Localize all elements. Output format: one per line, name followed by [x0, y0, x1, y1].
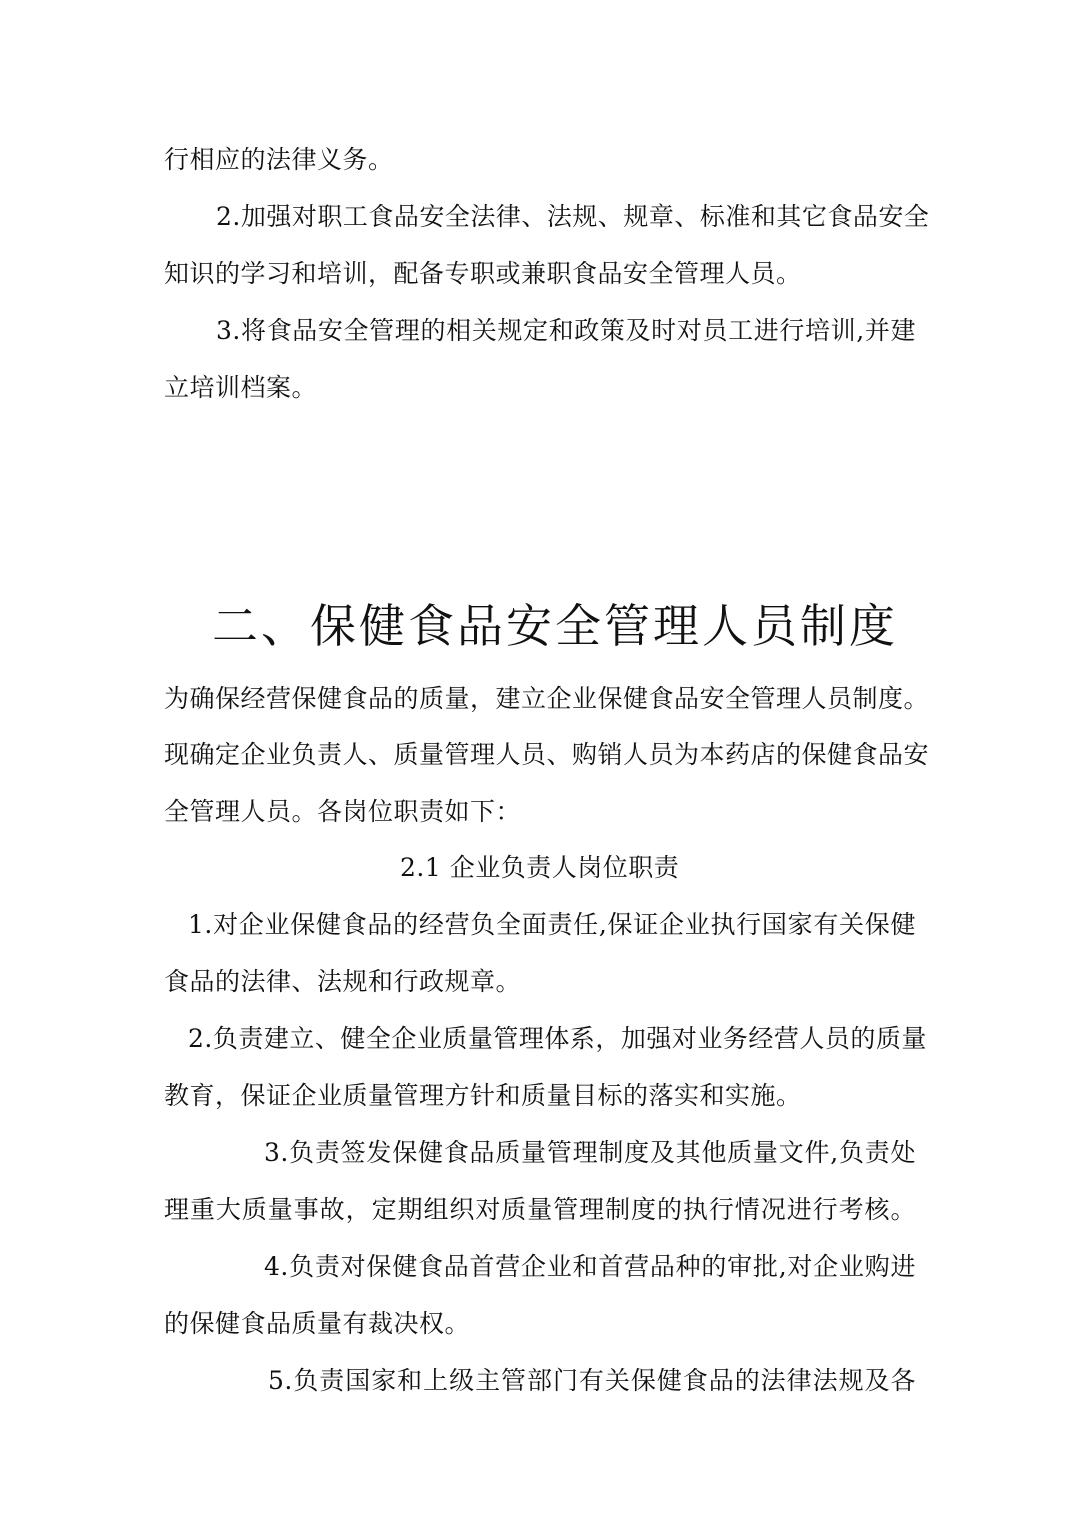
paragraph-line: 的保健食品质量有裁决权。 [164, 1309, 471, 1338]
paragraph-line: 1.对企业保健食品的经营负全面责任,保证企业执行国家有关保健 [188, 910, 916, 939]
section-heading: 二、保健食品安全管理人员制度 [212, 599, 898, 653]
paragraph-line: 5.负责国家和上级主管部门有关保健食品的法律法规及各 [268, 1366, 916, 1395]
paragraph-line: 4.负责对保健食品首营企业和首营品种的审批,对企业购进 [264, 1252, 916, 1281]
paragraph-line: 知识的学习和培训，配备专职或兼职食品安全管理人员。 [164, 259, 802, 288]
paragraph-line: 现确定企业负责人、质量管理人员、购销人员为本药店的保健食品安 [164, 740, 930, 769]
paragraph-line: 教育，保证企业质量管理方针和质量目标的落实和实施。 [164, 1081, 802, 1110]
paragraph-line: 理重大质量事故，定期组织对质量管理制度的执行情况进行考核。 [164, 1195, 916, 1224]
paragraph-line: 行相应的法律义务。 [164, 145, 394, 174]
paragraph-line: 为确保经营保健食品的质量，建立企业保健食品安全管理人员制度。 [164, 684, 930, 713]
paragraph-line: 3.将食品安全管理的相关规定和政策及时对员工进行培训,并建 [216, 316, 916, 345]
paragraph-line: 2.加强对职工食品安全法律、法规、规章、标准和其它食品安全 [216, 202, 930, 231]
paragraph-line: 全管理人员。各岗位职责如下： [164, 797, 522, 826]
subsection-heading: 2.1 企业负责人岗位职责 [400, 853, 680, 882]
paragraph-line: 立培训档案。 [164, 373, 318, 402]
paragraph-line: 2.负责建立、健全企业质量管理体系，加强对业务经营人员的质量 [188, 1024, 927, 1053]
paragraph-line: 食品的法律、法规和行政规章。 [164, 967, 522, 996]
paragraph-line: 3.负责签发保健食品质量管理制度及其他质量文件,负责处 [264, 1138, 916, 1167]
